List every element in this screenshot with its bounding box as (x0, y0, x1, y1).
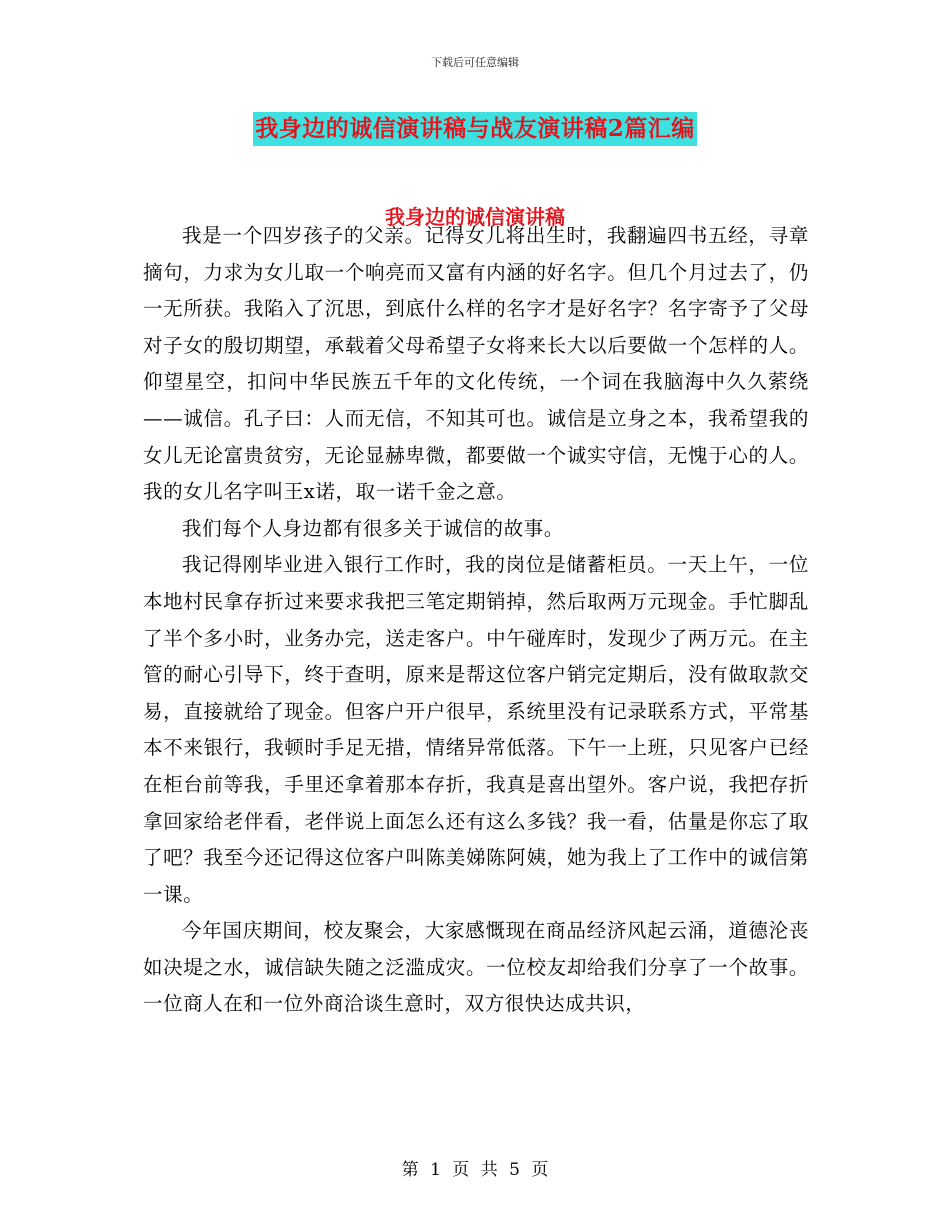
page-header-note: 下载后可任意编辑 (431, 56, 519, 69)
paragraph: 我们每个人身边都有很多关于诚信的故事。 (182, 516, 564, 540)
section-title: 我身边的诚信演讲稿 (385, 205, 565, 229)
paragraph: 我是一个四岁孩子的父亲。记得女儿将出生时，我翻遍四书五经，寻章摘句，力求为女儿取一个响亮而又富有内涵的好名字。但几个月过去了，仍一无所获。我陷入了沉思，到底什么样的名字才是好名字？名字寄予了父母对子女的殷切期望，承载着父母希望子女将来长大以后要做一个怎样的人。仰望星空，扣问中华民族五千年的文化传统，一个词在我脑海中久久萦绕——诚信。孔子曰：人而无信，不知其可也。诚信是立身之本，我希望我的女儿无论富贵贫穷，无论显赫卑微，都要做一个诚实守信，无愧于心的人。我的女儿名字叫王x诺，取一诺千金之意。 (143, 224, 809, 504)
paragraph: 今年国庆期间，校友聚会，大家感慨现在商品经济风起云涌，道德沦丧如决堤之水，诚信缺失随之泛滥成灾。一位校友却给我们分享了一个故事。一位商人在和一位外商洽谈生意时，双方很快达成共识， (143, 919, 809, 1016)
document-title-container (0, 112, 950, 146)
document-title: 我身边的诚信演讲稿与战友演讲稿2篇汇编 (253, 112, 697, 146)
paragraph: 我记得刚毕业进入银行工作时，我的岗位是储蓄柜员。一天上午，一位本地村民拿存折过来要求我把三笔定期销掉，然后取两万元现金。手忙脚乱了半个多小时，业务办完，送走客户。中午碰库时，发现少了两万元。在主管的耐心引导下，终于查明，原来是帮这位客户销完定期后，没有做取款交易，直接就给了现金。但客户开户很早，系统里没有记录联系方式，平常基本不来银行，我顿时手足无措，情绪异常低落。下午一上班，只见客户已经在柜台前等我，手里还拿着那本存折，我真是喜出望外。客户说，我把存折拿回家给老伴看，老伴说上面怎么还有这么多钱？我一看，估量是你忘了取了吧？我至今还记得这位客户叫陈美娣陈阿姨，她为我上了工作中的诚信第一课。 (143, 553, 809, 906)
page-number-footer: 第 1 页 共 5 页 (401, 1160, 549, 1180)
document-body (143, 218, 809, 1023)
